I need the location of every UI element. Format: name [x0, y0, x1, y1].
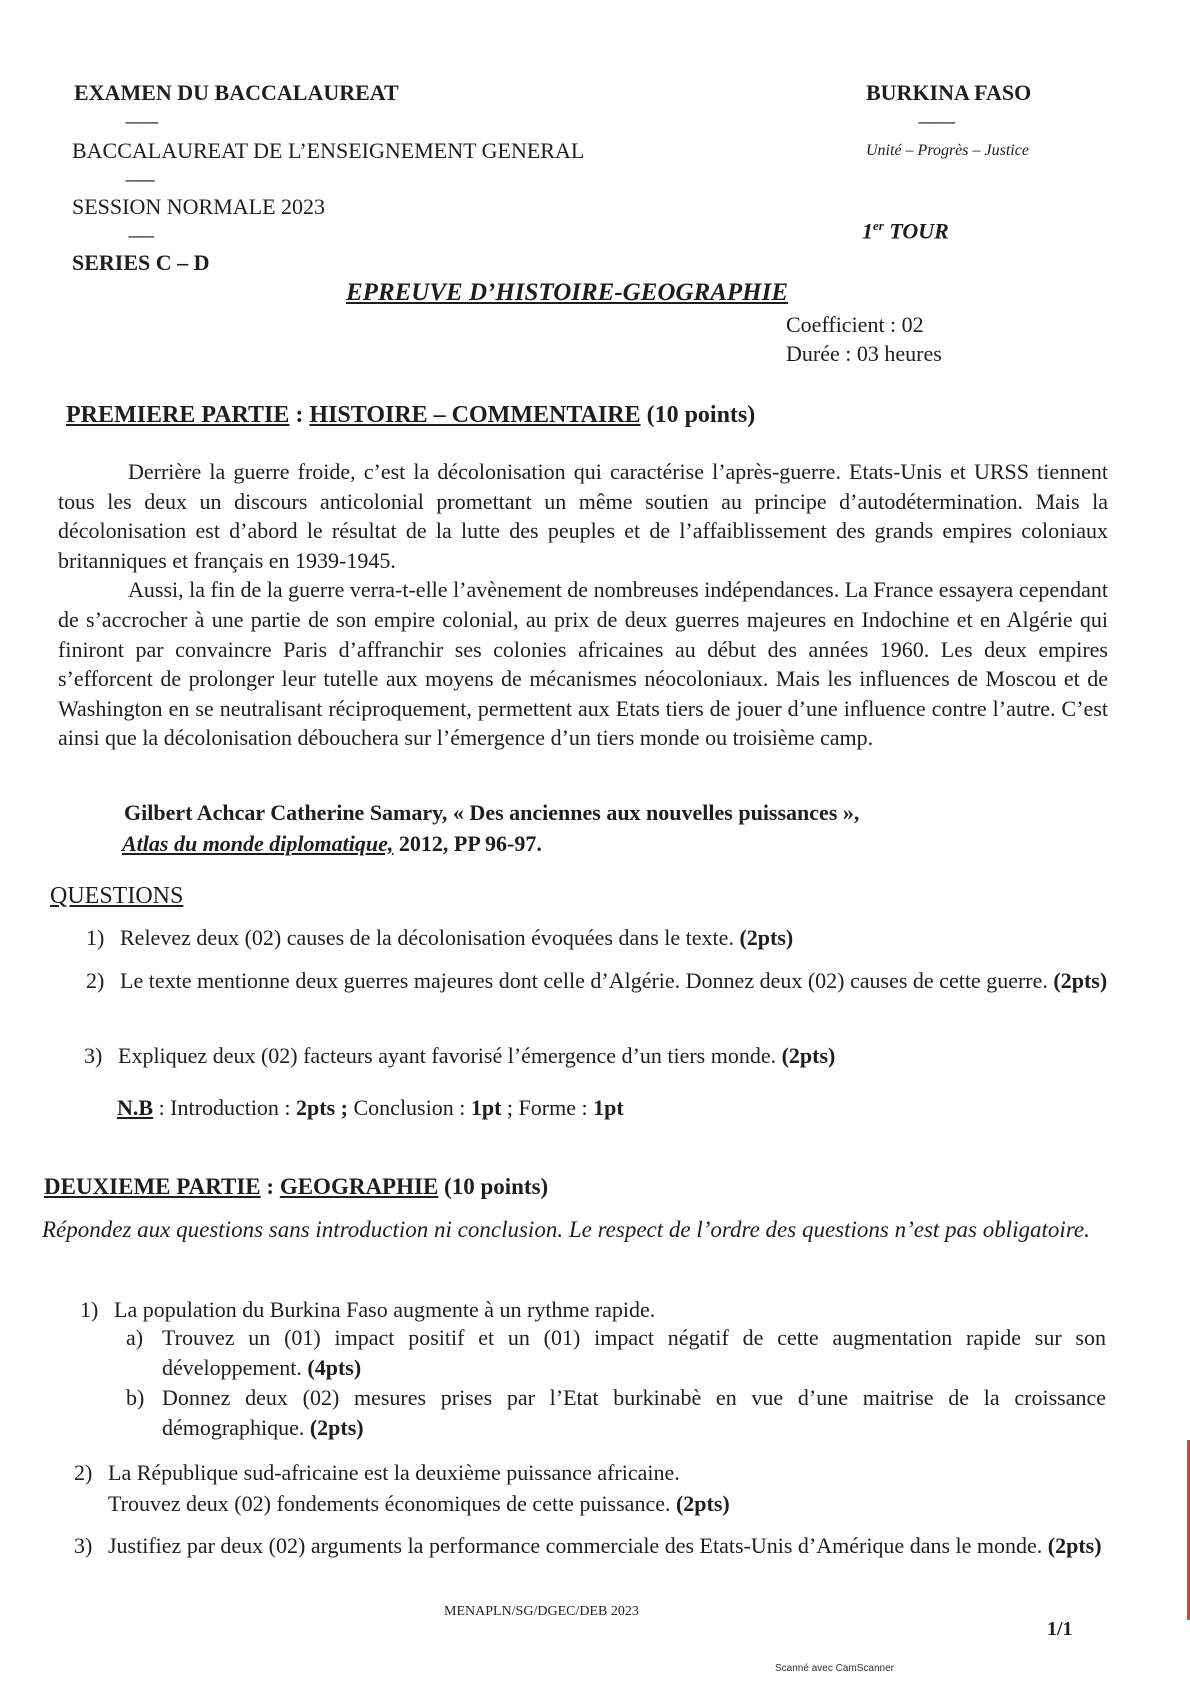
question-number: 2) [74, 1460, 93, 1485]
part1-separator: : [289, 402, 310, 428]
question-item [74, 1530, 1114, 1592]
question-item [86, 922, 1116, 953]
question-text: Expliquez deux (02) facteurs ayant favorisé l’émergence d’un tiers monde. (2pts) [118, 1043, 836, 1068]
country-name: BURKINA FASO [866, 80, 1032, 105]
part2-label: DEUXIEME PARTIE [44, 1174, 261, 1199]
page-number: 1/1 [1047, 1618, 1073, 1640]
question-item [80, 1294, 1110, 1325]
coefficient: Coefficient : 02 [786, 312, 924, 337]
tour-number: 1 [862, 218, 873, 244]
part1-points: (10 points) [640, 402, 756, 428]
part2-subject: GEOGRAPHIE [279, 1174, 439, 1199]
question-text: Le texte mentionne deux guerres majeures dont celle d’Algérie. Donnez deux (02) causes de cette guerre. (2pts) [120, 968, 1108, 993]
sub-question-letter: a) [126, 1325, 144, 1350]
exam-title: EXAMEN DU BACCALAUREAT [74, 80, 399, 105]
page-title: EPREUVE D’HISTOIRE-GEOGRAPHIE [346, 279, 788, 306]
separator: --------- [125, 115, 158, 130]
question-item [84, 1040, 1114, 1071]
question-points: (2pts) [1053, 968, 1108, 993]
session-label: SESSION NORMALE 2023 [72, 194, 326, 219]
text-paragraph: Aussi, la fin de la guerre verra-t-elle l’avènement de nombreuses indépendances. La France essayera cependant de s’accrocher à une partie de son empire colonial, au prix de deux guerres majeures en Indochine et en Algérie qui finiront par convaincre Paris d’affranchir ses colonies africaines au début des années 1960. Les deux empires s’efforcent de prolonger leur tutelle aux moyens de mécanismes néocoloniaux. Mais les influences de Moscou et de Washington en se neutralisant réciproquement, permettent aux Etats tiers de jouer d’une influence contre l’autre. C’est ainsi que la décolonisation débouchera sur l’émergence d’un tiers monde ou troisième camp. [58, 577, 1108, 751]
question-number: 3) [84, 1043, 103, 1068]
source-reference [122, 831, 542, 857]
question-text: La République sud-africaine est la deuxième puissance africaine. Trouvez deux (02) fondements économiques de cette puissance. (2pts) [108, 1460, 730, 1516]
source-details: 2012, PP 96-97. [393, 831, 542, 856]
question-item [74, 1457, 1104, 1519]
sub-question-text: Donnez deux (02) mesures prises par l’Etat burkinabè en vue d’une maitrise de la croissance démographique. (2pts) [162, 1385, 1106, 1440]
separator: ------- [128, 229, 154, 244]
question-points: (2pts) [309, 1415, 364, 1440]
sub-question-letter: b) [126, 1385, 145, 1410]
question-number: 3) [74, 1533, 93, 1558]
sub-question-text: Trouvez un (01) impact positif et un (01) impact négatif de cette augmentation rapide sur son développement. (4pts) [162, 1325, 1106, 1380]
duration: Durée : 03 heures [786, 341, 942, 366]
question-item [86, 965, 1116, 1027]
part2-separator: : [260, 1174, 280, 1199]
tour-superscript: er [873, 218, 884, 233]
series-label: SERIES C – D [72, 250, 210, 275]
questions-title: QUESTIONS [50, 883, 184, 909]
text-paragraph: Derrière la guerre froide, c’est la décolonisation qui caractérise l’après-guerre. Etats-Unis et URSS tiennent tous les deux un discours anticolonial promettant un même soutien au principe d’autodétermination. Mais la décolonisation est d’abord le résultat de la lutte des peuples et de l’affaiblissement des grands empires coloniaux britanniques et français en 1939-1945. [58, 459, 1108, 573]
separator: -------- [125, 173, 155, 188]
question-number: 1) [80, 1297, 99, 1322]
grading-note: N.B : Introduction : 2pts ; Conclusion : 1pt ; Forme : 1pt [117, 1095, 624, 1120]
bac-title: BACCALAUREAT DE L’ENSEIGNEMENT GENERAL [72, 138, 585, 163]
nb-label: N.B [117, 1095, 154, 1120]
scanner-watermark: Scanné avec CamScanner [775, 1663, 894, 1674]
question-number: 1) [86, 925, 105, 950]
tour-label [862, 218, 949, 244]
part2-points: (10 points) [438, 1174, 549, 1199]
national-motto: Unité – Progrès – Justice [866, 142, 1029, 159]
source-book: Atlas du monde diplomatique, [122, 831, 394, 856]
source-authors: Gilbert Achcar Catherine Samary, « Des anciennes aux nouvelles puissances », [124, 800, 860, 825]
history-text [58, 457, 1108, 753]
separator: ---------- [918, 115, 955, 130]
question-points: (2pts) [781, 1043, 836, 1068]
question-number: 2) [86, 968, 105, 993]
footer-code: MENAPLN/SG/DGEC/DEB 2023 [444, 1604, 639, 1619]
sub-question [126, 1383, 1106, 1443]
part1-label: PREMIERE PARTIE [66, 402, 290, 428]
sub-question [126, 1323, 1106, 1383]
question-points: (2pts) [1047, 1533, 1102, 1558]
part2-instruction: Répondez aux questions sans introduction ni conclusion. Le respect de l’ordre des questions n’est pas obligatoire. [42, 1217, 1090, 1242]
question-text: Relevez deux (02) causes de la décolonisation évoquées dans le texte. (2pts) [120, 925, 794, 950]
question-text: La population du Burkina Faso augmente à un rythme rapide. [114, 1297, 656, 1322]
question-points: (4pts) [307, 1355, 362, 1380]
part1-heading [66, 402, 755, 429]
question-points: (2pts) [739, 925, 794, 950]
tour-word: TOUR [889, 218, 949, 244]
question-points: (2pts) [675, 1491, 730, 1516]
part2-heading [44, 1174, 548, 1200]
question-text: Justifiez par deux (02) arguments la performance commerciale des Etats-Unis d’Amérique dans le monde. (2pts) [108, 1533, 1102, 1558]
part1-subject: HISTOIRE – COMMENTAIRE [309, 402, 641, 428]
